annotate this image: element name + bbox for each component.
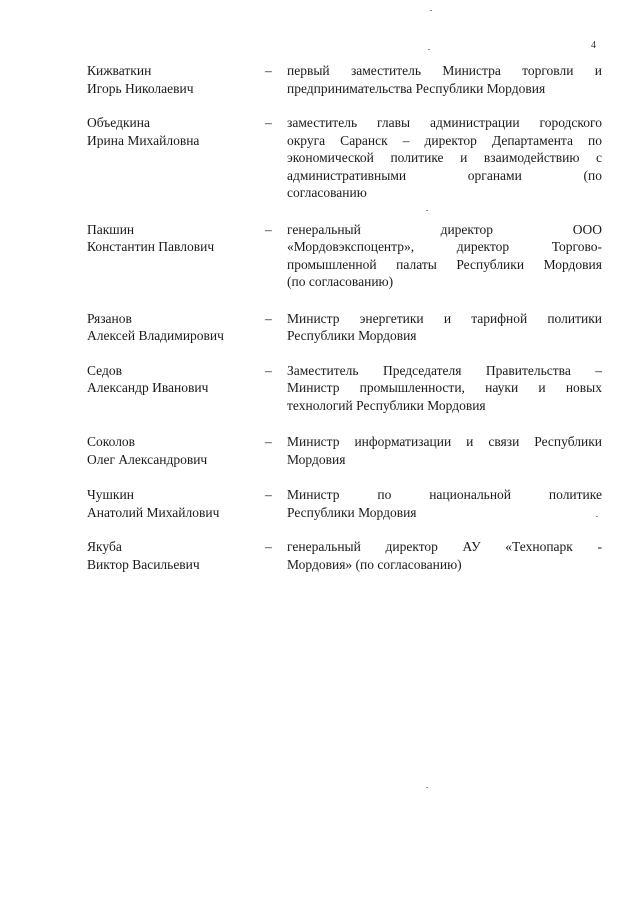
member-role-line: первый заместитель Министра торговли и [287,63,602,78]
scan-speck [596,516,598,517]
member-surname: Седов [87,362,122,378]
member-name [87,310,265,345]
member-role-line: Мордовия» (по согласованию) [287,556,462,572]
member-name [87,114,265,149]
member-role-line: Министр информатизации и связи Республики [287,434,602,449]
member-role-line: Министр промышленности, науки и новых [287,380,602,395]
member-entry [87,362,602,415]
member-entry [87,221,602,291]
member-dash: – [265,487,272,502]
scan-speck [428,49,430,50]
member-name [87,433,265,468]
member-role [287,114,602,202]
member-role-line: (по согласованию) [287,274,394,289]
member-name [87,221,265,256]
member-given-names: Александр Иванович [87,380,209,395]
member-role-line: округа Саранск – директор Департамента по [287,132,602,148]
scan-speck [426,210,428,211]
member-dash: – [265,221,272,237]
member-role [287,538,602,573]
member-role [287,486,602,521]
member-role [287,362,602,415]
member-role-line: Министр по национальной политике [287,487,602,502]
member-dash: – [265,362,272,378]
member-entry [87,114,602,202]
member-role-line: генеральный директор ООО [287,221,602,237]
member-name [87,362,265,397]
member-role-line: заместитель главы администрации городского [287,115,602,130]
member-surname: Кижваткин [87,63,152,78]
member-surname: Якуба [87,539,122,554]
member-surname: Пакшин [87,221,135,237]
member-entry [87,433,602,468]
member-given-names: Константин Павлович [87,239,215,254]
member-surname: Рязанов [87,310,132,326]
member-dash: – [265,539,272,554]
member-role-line: административными органами (по [287,167,602,183]
scan-speck [430,10,432,11]
member-entry [87,486,602,521]
member-surname: Чушкин [87,487,134,502]
member-role-line: согласованию [287,185,367,200]
member-surname: Объедкина [87,115,150,130]
members-list [87,62,602,573]
member-role-line: генеральный директор АУ «Технопарк - [287,539,602,554]
member-dash: – [265,310,272,326]
member-given-names: Игорь Николаевич [87,80,194,96]
member-surname: Соколов [87,434,136,449]
member-role-line: промышленной палаты Республики Мордовия [287,256,602,272]
member-dash: – [265,115,272,130]
member-role-line: экономической политике и взаимодействию с [287,150,602,165]
member-entry [87,62,602,97]
member-name [87,62,265,97]
member-entry [87,310,602,345]
member-role [287,310,602,345]
member-dash: – [265,63,272,78]
member-role-line: Заместитель Председателя Правительства – [287,362,602,378]
member-given-names: Ирина Михайловна [87,132,200,148]
member-role-line: Мордовия [287,451,346,467]
member-name [87,538,265,573]
member-role-line: Республики Мордовия [287,504,417,520]
member-dash: – [265,434,272,449]
scan-speck [426,787,428,788]
member-entry [87,538,602,573]
member-given-names: Анатолий Михайлович [87,504,220,520]
member-role-line: Республики Мордовия [287,328,417,343]
member-given-names: Олег Александрович [87,451,208,467]
member-role-line: технологий Республики Мордовия [287,397,486,413]
page-number: 4 [591,40,596,51]
member-given-names: Алексей Владимирович [87,328,224,343]
member-role-line: Министр энергетики и тарифной политики [287,310,602,326]
member-role-line: предпринимательства Республики Мордовия [287,80,546,96]
member-role [287,433,602,468]
member-given-names: Виктор Васильевич [87,556,200,572]
member-role [287,62,602,97]
member-name [87,486,265,521]
member-role-line: «Мордовэкспоцентр», директор Торгово- [287,239,602,254]
member-role [287,221,602,291]
